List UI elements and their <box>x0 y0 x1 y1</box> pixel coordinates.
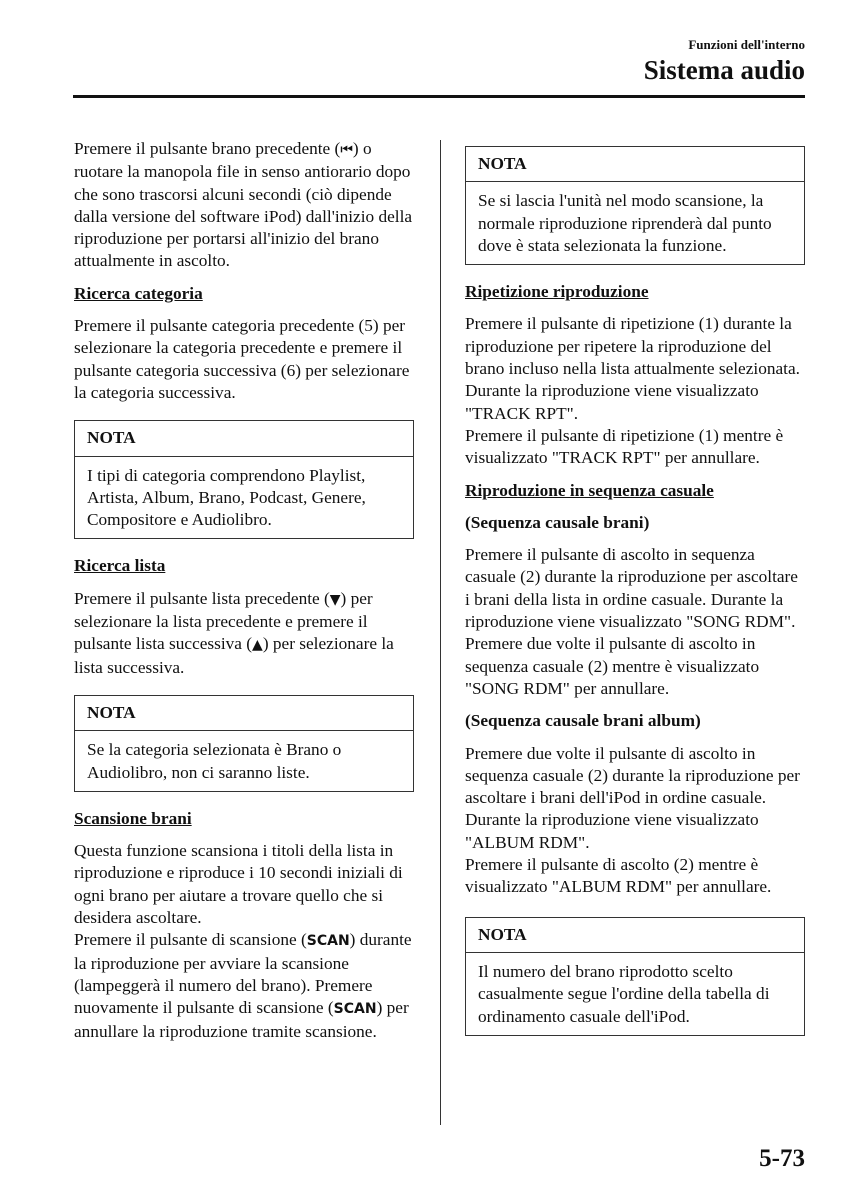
scansione-paragraph-1: Questa funzione scansiona i titoli della lista in riproduzione e riproduce i 10 secondi iniziali di ogni brano per aiutare a trovare quello che si desidera ascoltare. <box>74 841 403 928</box>
right-column <box>465 146 805 1052</box>
section-header: Funzioni dell'interno <box>688 37 805 52</box>
note-body: Il numero del brano riprodotto scelto casualmente segue l'ordine della tabella di ordinamento casuale dell'iPod. <box>478 961 770 1026</box>
note-box <box>74 695 414 792</box>
triangle-down-icon: ▼ <box>329 591 341 608</box>
note-box <box>465 917 805 1036</box>
casuale-brani-paragraph-2: Premere due volte il pulsante di ascolto in sequenza casuale (2) mentre è visualizzato "SONG RDM" per annullare. <box>465 634 760 698</box>
note-body: Se la categoria selezionata è Brano o Audiolibro, non ci saranno liste. <box>87 740 342 782</box>
heading-scansione-brani: Scansione brani <box>74 808 192 828</box>
note-title: NOTA <box>466 918 804 953</box>
subheading-sequenza-brani: (Sequenza causale brani) <box>465 512 650 532</box>
scan-button-icon: SCAN <box>306 933 350 950</box>
ripetizione-paragraph-1: Premere il pulsante di ripetizione (1) durante la riproduzione per ripetere la riproduzione del brano incluso nella lista attualmente selezionata. Durante la riproduzione viene visualizzato "TRACK RPT". <box>465 314 800 423</box>
note-body: I tipi di categoria comprendono Playlist, Artista, Album, Brano, Podcast, Genere, Compositore e Audiolibro. <box>87 465 366 530</box>
page-number: 5-73 <box>759 1145 805 1172</box>
ricerca-lista-text: Premere il pulsante lista precedente (▼) per selezionare la lista precedente e premere il pulsante lista successiva (▲) per selezionare la lista successiva. <box>74 588 394 677</box>
casuale-brani-paragraph-1: Premere il pulsante di ascolto in sequenza casuale (2) durante la riproduzione per ascoltare i brani della lista in ordine casuale. Durante la riproduzione viene visualizzato "SONG RDM". <box>465 545 798 632</box>
scan-button-icon: SCAN <box>333 1001 377 1018</box>
note-box <box>465 146 805 265</box>
column-divider <box>440 140 441 1125</box>
heading-ricerca-categoria: Ricerca categoria <box>74 283 203 303</box>
note-title: NOTA <box>466 147 804 182</box>
casuale-album-paragraph-1: Premere due volte il pulsante di ascolto in sequenza casuale (2) durante la riproduzione per ascoltare i brani dell'iPod in ordine casuale. Durante la riproduzione viene visualizzato "ALBUM RDM". <box>465 743 800 852</box>
triangle-up-icon: ▲ <box>252 637 263 654</box>
note-title: NOTA <box>75 696 413 731</box>
heading-ricerca-lista: Ricerca lista <box>74 556 166 576</box>
note-box <box>74 420 414 539</box>
heading-ripetizione: Ripetizione riproduzione <box>465 282 649 302</box>
subheading-sequenza-album: (Sequenza causale brani album) <box>465 711 701 731</box>
header-divider <box>73 95 805 98</box>
ripetizione-paragraph-2: Premere il pulsante di ripetizione (1) mentre è visualizzato "TRACK RPT" per annullare. <box>465 425 784 468</box>
page-title: Sistema audio <box>643 55 805 85</box>
left-column <box>74 138 414 1053</box>
ricerca-categoria-text: Premere il pulsante categoria precedente (5) per selezionare la categoria precedente e premere il pulsante categoria successiva (6) per selezionare la categoria successiva. <box>74 316 410 402</box>
casuale-album-paragraph-2: Premere il pulsante di ascolto (2) mentre è visualizzato "ALBUM RDM" per annullare. <box>465 855 772 897</box>
heading-riproduzione-casuale: Riproduzione in sequenza casuale <box>465 480 714 500</box>
note-title: NOTA <box>75 421 413 456</box>
previous-track-icon: ⏮ <box>340 142 353 158</box>
intro-paragraph: Premere il pulsante brano precedente (⏮) o ruotare la manopola file in senso antiorario dopo che sono trascorsi alcuni secondi (ciò dipende dalla versione del software iPod) dall'inizio della riproduzione per portarsi all'inizio del brano attualmente in ascolto. <box>74 139 413 271</box>
scansione-paragraph-2: Premere il pulsante di scansione (SCAN) durante la riproduzione per avviare la scansione (lampeggerà il numero del brano). Premere nuovamente il pulsante di scansione (SCAN) per annullare la riproduzione tramite scansione. <box>74 930 412 1041</box>
note-body: Se si lascia l'unità nel modo scansione, la normale riproduzione riprenderà dal punto dove è stata selezionata la funzione. <box>478 191 772 255</box>
